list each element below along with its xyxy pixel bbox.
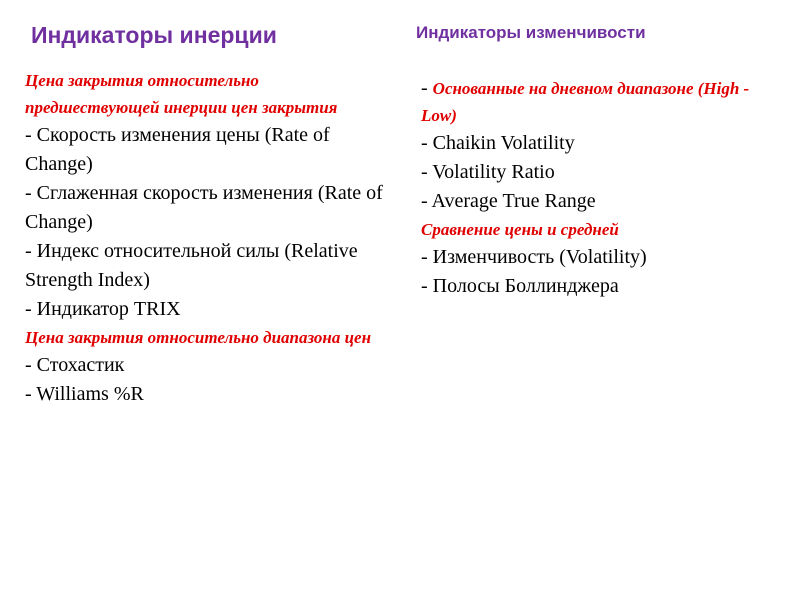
inertia-indicators-column <box>25 67 385 409</box>
category-close-vs-price-range: Цена закрытия относительно диапазона цен <box>25 328 372 347</box>
indicator-rate-of-change: - Скорость изменения цены (Rate of Change) <box>25 124 330 175</box>
indicator-bollinger-bands: - Полосы Боллинджера <box>421 275 619 297</box>
category-price-vs-average: Сравнение цены и средней <box>421 220 619 239</box>
category-dash: - <box>421 77 433 99</box>
indicator-average-true-range: - Average True Range <box>421 190 596 212</box>
volatility-indicators-title: Индикаторы изменчивости <box>416 23 646 42</box>
indicator-smoothed-rate-of-change: - Сглаженная скорость изменения (Rate of Change) <box>25 182 383 233</box>
volatility-indicators-column <box>421 75 761 301</box>
indicator-trix: - Индикатор TRIX <box>25 298 181 320</box>
indicator-relative-strength-index: - Индекс относительной силы (Relative Strength Index) <box>25 240 358 291</box>
indicator-volatility: - Изменчивость (Volatility) <box>421 246 647 268</box>
indicator-williams-r: - Williams %R <box>25 383 144 405</box>
indicator-volatility-ratio: - Volatility Ratio <box>421 161 555 183</box>
inertia-indicators-title: Индикаторы инерции <box>31 22 277 48</box>
category-close-vs-prior-inertia: Цена закрытия относительно предшествующей инерции цен закрытия <box>25 71 338 117</box>
indicator-chaikin-volatility: - Chaikin Volatility <box>421 132 575 154</box>
indicator-stochastic: - Стохастик <box>25 354 125 376</box>
category-daily-range-label: Основанные на дневном диапазоне (High - Low) <box>421 79 750 125</box>
category-daily-range <box>421 75 761 129</box>
